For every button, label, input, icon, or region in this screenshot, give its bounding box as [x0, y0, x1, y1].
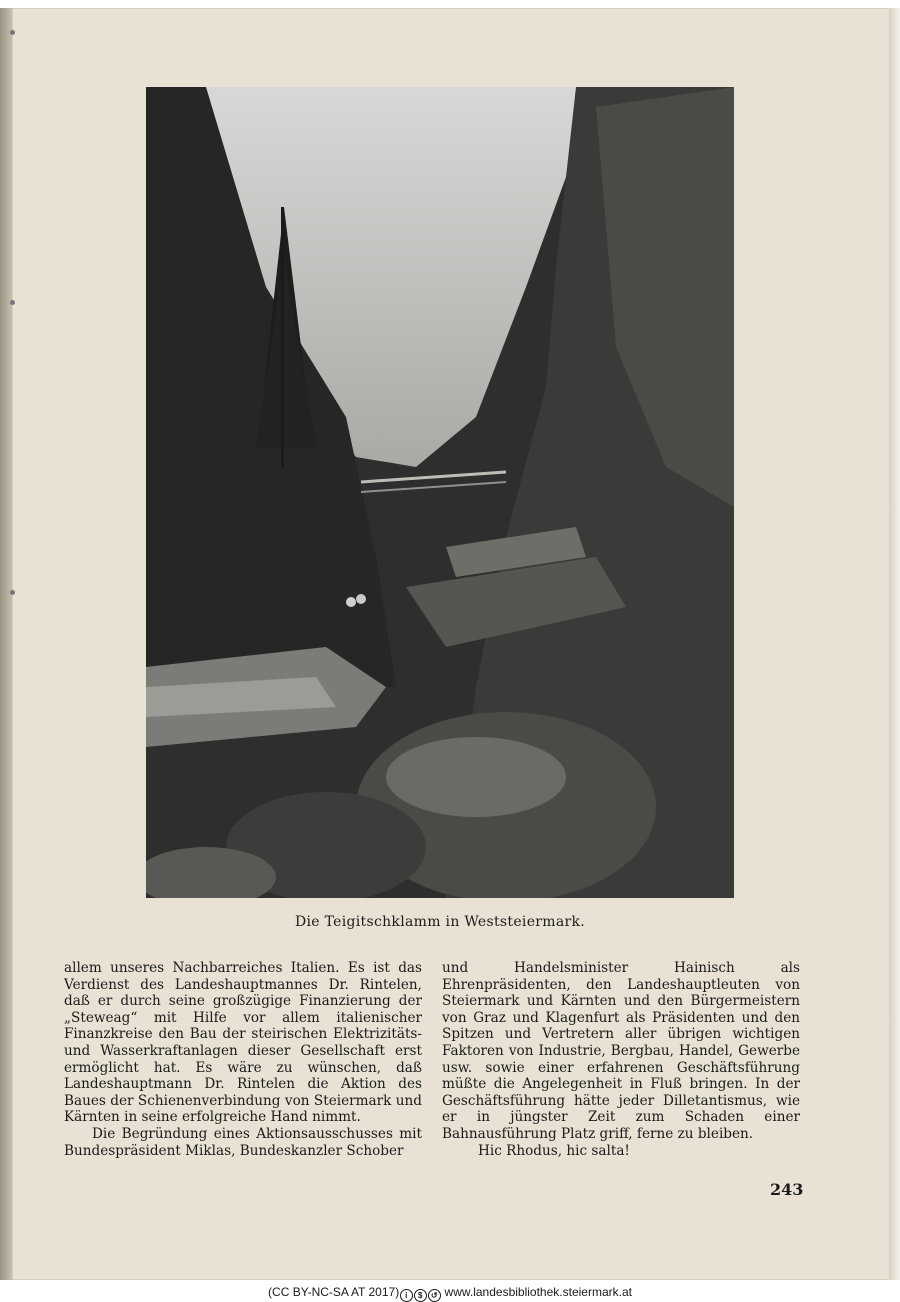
- page-number: 243: [770, 1180, 804, 1199]
- left-paragraph-2: Die Begründung eines Aktionsausschusses mit Bundespräsident Miklas, Bundeskanzler Schober: [64, 1125, 422, 1159]
- left-paragraph-1: allem unseres Nachbarreiches Italien. Es ist das Verdienst des Landeshauptmannes Dr. Rintelen, daß er durch seine großzügige Finanzierung der „Steweag“ mit Hilfe vor allem italienischer Finanzkreise den Bau der steirischen Elektrizitäts- und Wasserkraftanlagen dieser Gesellschaft erst ermöglicht hat. Es wäre zu wünschen, daß Landeshauptmann Dr. Rintelen die Aktion des Baues der Schienenverbindung von Steiermark und Kärnten in seine erfolgreiche Hand nimmt.: [64, 960, 422, 1126]
- cc-nc-icon: $: [414, 1289, 427, 1302]
- photo-caption: Die Teigitschklamm in Weststeiermark.: [294, 914, 586, 930]
- license-footer: [0, 1284, 900, 1301]
- text-column-right: [442, 960, 800, 1159]
- gorge-photograph: [146, 87, 734, 898]
- library-url-link[interactable]: www.landesbibliothek.steiermark.at: [444, 1285, 632, 1299]
- cc-by-icon: i: [400, 1289, 413, 1302]
- closing-phrase: Hic Rhodus, hic salta!: [478, 1142, 630, 1159]
- cc-sa-icon: ↺: [428, 1289, 441, 1302]
- right-paragraph-1: und Handelsminister Hainisch als Ehrenpräsidenten, den Landeshauptleuten von Steiermark und Kärnten und den Bürgermeistern von Graz und Klagenfurt als Präsidenten und den Spitzen und Vertretern aller übrigen wichtigen Faktoren von Industrie, Bergbau, Handel, Gewerbe usw. sowie einer erfahrenen Geschäftsführung müßte die Angelegenheit in Fluß bringen. In der Geschäftsführung hätte jeder Dilletantismus, wie er in jüngster Zeit zum Schaden einer Bahnausführung Platz griff, ferne zu bleiben.: [442, 960, 800, 1142]
- page-edge: [889, 8, 900, 1280]
- license-text: (CC BY-NC-SA AT 2017): [268, 1285, 400, 1299]
- gorge-photo-illustration: [146, 87, 734, 898]
- text-column-left: [64, 960, 422, 1159]
